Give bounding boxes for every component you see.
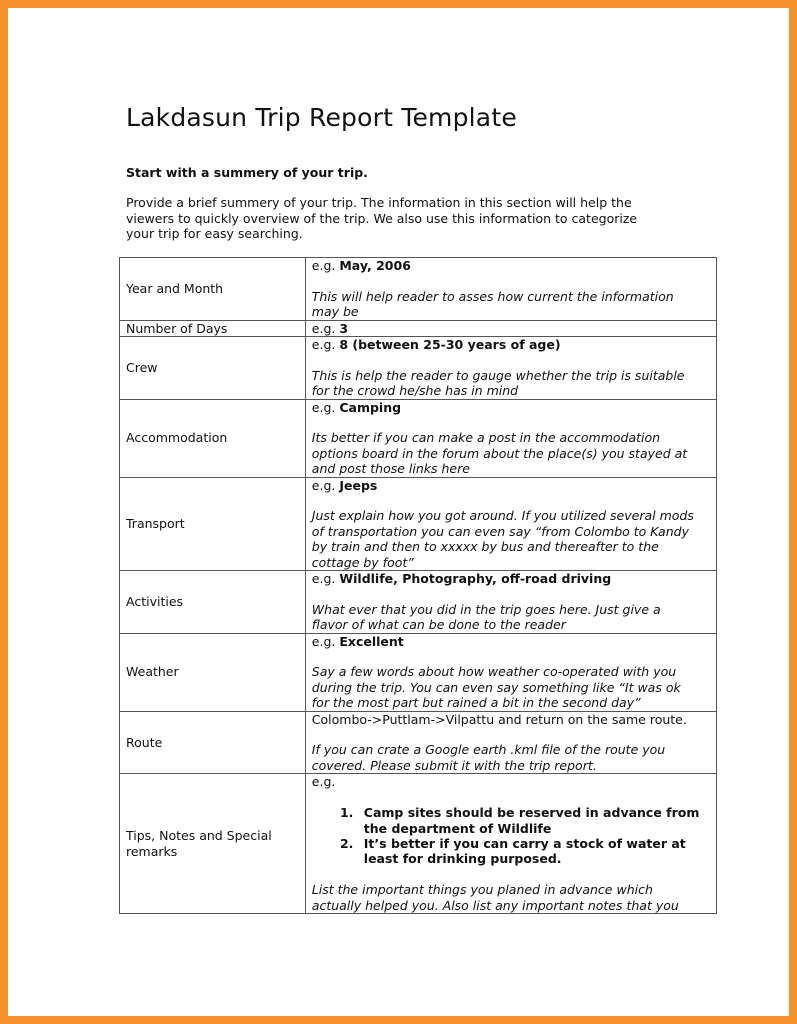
document-title: Lakdasun Trip Report Template xyxy=(126,103,517,132)
eg-prefix: e.g. xyxy=(311,337,336,353)
row-description xyxy=(312,882,710,913)
section-subheading: Start with a summery of your trip. xyxy=(126,165,368,180)
example-value: Jeeps xyxy=(339,477,378,493)
row-description xyxy=(312,508,710,570)
row-description xyxy=(312,368,710,399)
eg-prefix: e.g. xyxy=(311,571,336,587)
list-item-line: 1. Camp sites should be reserved in advance from xyxy=(363,805,700,821)
eg-prefix: e.g. xyxy=(311,320,336,336)
row-value xyxy=(305,571,716,634)
eg-prefix: e.g. xyxy=(311,633,336,649)
row-label: Weather xyxy=(120,633,306,711)
table-row xyxy=(120,633,717,711)
row-value xyxy=(305,711,716,774)
eg-prefix: e.g. xyxy=(311,477,336,493)
row-value xyxy=(305,337,716,400)
intro-line: your trip for easy searching. xyxy=(126,226,303,241)
description-line: Its better if you can make a post in the accommodation xyxy=(311,430,661,446)
example-value: Wildlife, Photography, off-road driving xyxy=(339,571,612,587)
row-label: Number of Days xyxy=(120,320,306,336)
row-value xyxy=(305,399,716,477)
description-line: List the important things you planed in advance which xyxy=(311,882,653,898)
description-line: What ever that you did in the trip goes here. Just give a xyxy=(311,601,661,617)
table-row xyxy=(120,320,717,336)
row-label: Crew xyxy=(120,337,306,400)
row-description xyxy=(312,664,710,710)
description-line: during the trip. You can even say something like “It was ok xyxy=(311,679,681,695)
row-description xyxy=(312,430,710,476)
description-line: This is help the reader to gauge whether the trip is suitable xyxy=(311,367,685,383)
row-value xyxy=(305,258,716,321)
row-value xyxy=(305,320,716,336)
table-row xyxy=(120,477,717,570)
table-row xyxy=(120,571,717,634)
description-line: actually helped you. Also list any important notes that you xyxy=(311,897,679,913)
list-item-line: 2. It’s better if you can carry a stock of water at xyxy=(363,835,686,851)
description-line: flavor of what can be done to the reader xyxy=(311,617,566,633)
description-line: covered. Please submit it with the trip report. xyxy=(311,757,597,773)
row-description xyxy=(312,289,710,320)
row-description xyxy=(312,602,710,633)
list-item-line: least for drinking purposed. xyxy=(363,851,562,867)
example-value: 3 xyxy=(339,320,349,336)
tips-list xyxy=(312,805,710,867)
row-label: Route xyxy=(120,711,306,774)
row-value xyxy=(305,774,716,914)
list-item xyxy=(358,836,710,867)
list-item xyxy=(358,805,710,836)
row-value xyxy=(305,477,716,570)
label-line: remarks xyxy=(126,843,178,859)
description-line: cottage by foot” xyxy=(311,554,414,570)
description-line: options board in the forum about the place(s) you stayed at xyxy=(311,445,688,461)
description-line: by train and then to xxxxx by bus and thereafter to the xyxy=(311,539,659,555)
eg-prefix: e.g. xyxy=(311,399,336,415)
table-row xyxy=(120,774,717,914)
example-value: 8 (between 25-30 years of age) xyxy=(339,337,561,353)
row-label xyxy=(120,774,306,914)
description-line: for the most part but rained a bit in the second day” xyxy=(311,695,641,711)
row-value xyxy=(305,633,716,711)
example-value: May, 2006 xyxy=(339,258,411,273)
example-value: Camping xyxy=(339,399,402,415)
label-line: Tips, Notes and Special xyxy=(126,828,272,844)
intro-line: viewers to quickly overview of the trip. We also use this information to categorize xyxy=(126,210,638,226)
intro-paragraph xyxy=(126,195,686,242)
row-label: Transport xyxy=(120,477,306,570)
description-line: Just explain how you got around. If you utilized several mods xyxy=(311,508,694,524)
description-line: for the crowd he/she has in mind xyxy=(311,383,519,399)
list-item-line: the department of Wildlife xyxy=(363,820,552,836)
table-row xyxy=(120,711,717,774)
row-description xyxy=(312,742,710,773)
description-line: If you can crate a Google earth .kml file of the route you xyxy=(311,742,666,758)
description-line: Say a few words about how weather co-operated with you xyxy=(311,664,677,680)
row-label: Year and Month xyxy=(120,258,306,321)
trip-summary-table xyxy=(119,257,717,914)
table-row xyxy=(120,337,717,400)
eg-prefix: e.g. xyxy=(311,258,336,273)
route-value: Colombo->Puttlam->Vilpattu and return on the same route. xyxy=(311,711,687,727)
table-row xyxy=(120,258,717,321)
description-line: and post those links here xyxy=(311,461,470,477)
description-line: may be xyxy=(311,304,359,320)
description-line: of transportation you can even say “from Colombo to Kandy xyxy=(311,523,689,539)
table-row xyxy=(120,399,717,477)
row-label: Accommodation xyxy=(120,399,306,477)
example-value: Excellent xyxy=(339,633,404,649)
description-line: This will help reader to asses how current the information xyxy=(311,288,674,304)
eg-prefix: e.g. xyxy=(311,774,336,790)
row-label: Activities xyxy=(120,571,306,634)
intro-line: Provide a brief summery of your trip. The information in this section will help the xyxy=(126,195,632,210)
